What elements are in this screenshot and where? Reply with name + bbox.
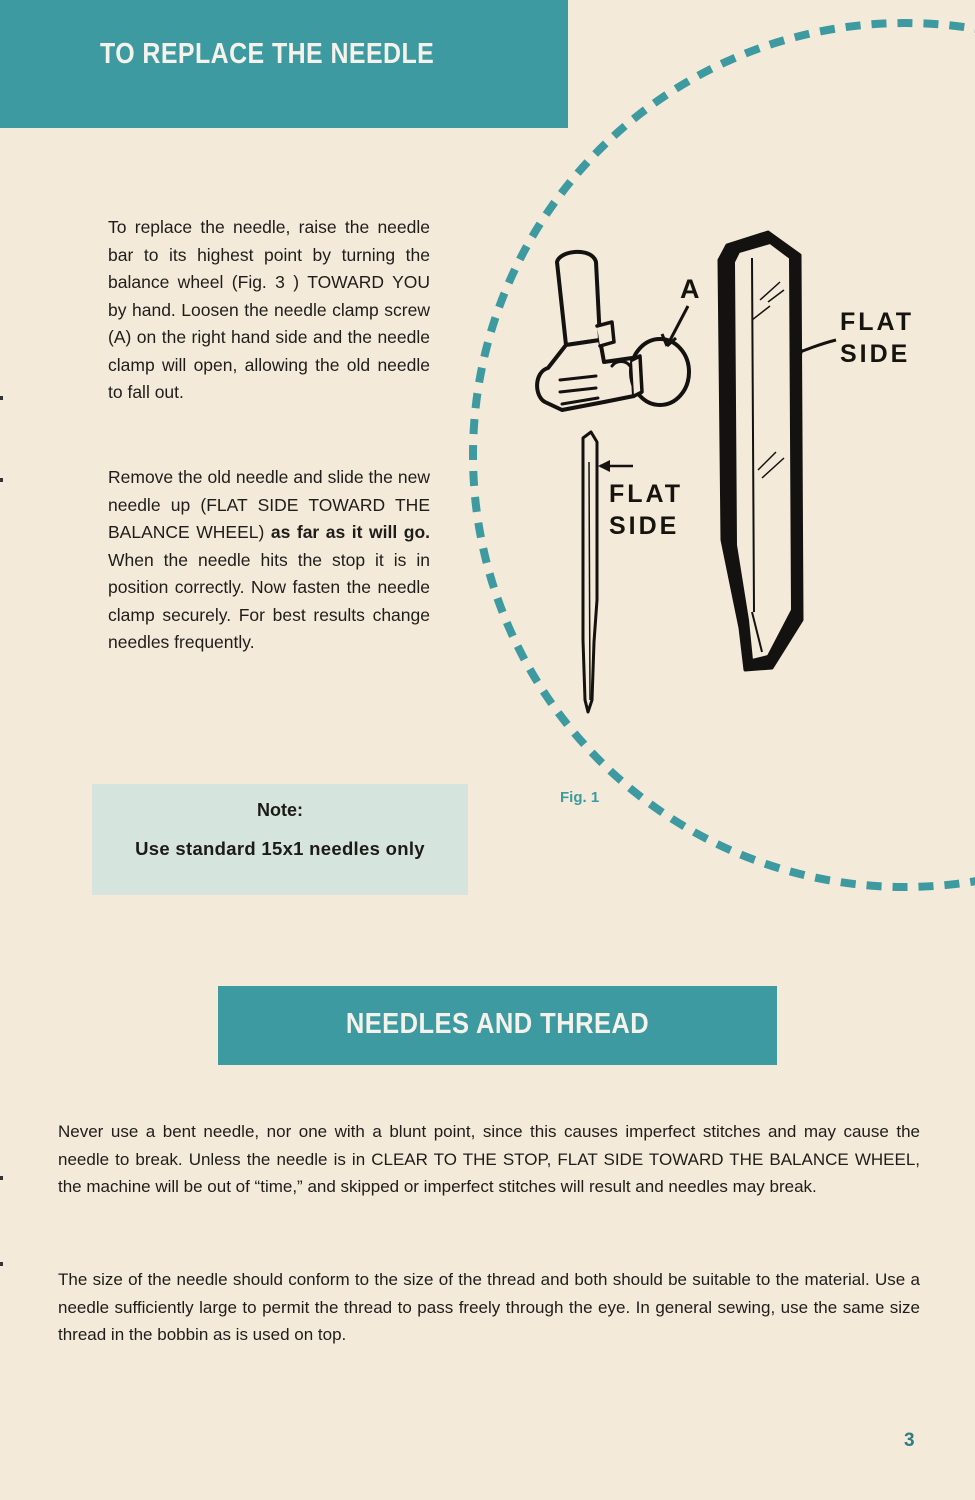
edge-mark (0, 396, 3, 400)
instruction-text-end: When the needle hits the stop it is in position correctly. Now fasten the needle clamp securely. For best results change needles frequently. (108, 549, 430, 652)
figure-caption: Fig. 1 (560, 789, 600, 806)
screw-label: A (680, 274, 700, 304)
edge-mark (0, 478, 3, 482)
edge-mark (0, 1176, 3, 1180)
page-title: TO REPLACE THE NEEDLE (100, 38, 435, 70)
section-banner (218, 986, 777, 1065)
body-paragraph-2: The size of the needle should conform to the size of the thread and both should be suitable to the material. Use a needle sufficiently large to permit the thread to pass freely through the eye. In general sewing, use the same size thread in the bobbin as is used on top. (58, 1270, 920, 1344)
small-needle-icon (583, 432, 597, 712)
instruction-paragraph-1: To replace the needle, raise the needle bar to its highest point by turning the balance wheel (Fig. 3 ) TOWARD YOU by hand. Loosen the needle clamp screw (A) on the right hand side and the needle clamp will open, allowing the old needle to fall out. (108, 217, 430, 402)
large-needle-icon (719, 232, 802, 670)
flat-side-label-small (609, 478, 683, 542)
side-word: SIDE (840, 340, 911, 368)
edge-mark (0, 1262, 3, 1266)
section-title: NEEDLES AND THREAD (345, 1008, 650, 1040)
needle-clamp-icon (537, 252, 689, 410)
flat-side-label-large (840, 306, 914, 370)
instruction-text-bold: as far as it will go. (270, 522, 431, 542)
note-text: Use standard 15x1 needles only (135, 838, 425, 859)
flat-word: FLAT (840, 308, 915, 336)
flat-word: FLAT (609, 480, 684, 508)
page-number: 3 (904, 1430, 915, 1451)
instruction-text-start: Remove the old needle and slide the new needle up (FLAT SIDE TOWARD THE BALANCE WHEEL) (108, 467, 430, 542)
body-paragraph-1: Never use a bent needle, nor one with a blunt point, since this causes imperfect stitches and may cause the needle to break. Unless the needle is in CLEAR TO THE STOP, FLAT SIDE TOWARD THE BALANCE WHEEL, the machine will be out of “time,” and skipped or imperfect stitches will result and needles may break. (58, 1122, 920, 1196)
screw-pointer-arrow (667, 306, 688, 346)
note-title: Note: (257, 800, 303, 820)
side-word: SIDE (609, 512, 680, 540)
